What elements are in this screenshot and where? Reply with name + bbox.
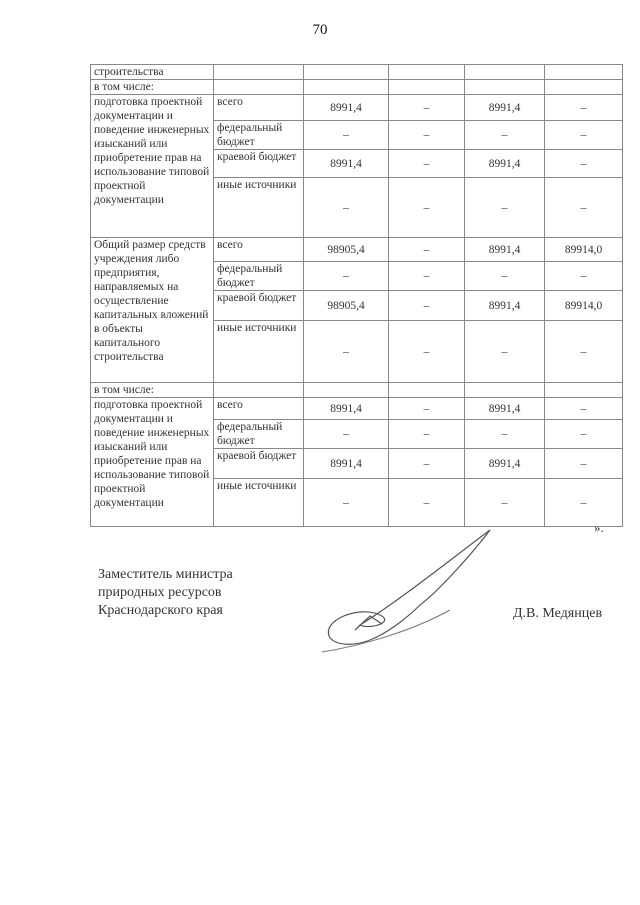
table-cell: краевой бюджет [214, 150, 304, 178]
table-cell: – [465, 420, 545, 449]
table-cell: – [389, 238, 465, 262]
table-row [91, 383, 623, 398]
table-cell: – [545, 150, 623, 178]
table-cell: – [545, 178, 623, 238]
table-cell: – [545, 449, 623, 479]
table-row [91, 95, 623, 121]
table-cell: 8991,4 [304, 150, 389, 178]
table-cell: – [545, 321, 623, 383]
budget-table-container [90, 64, 622, 527]
signatory-name: Д.В. Медянцев [513, 606, 603, 621]
table-cell: в том числе: [91, 383, 214, 398]
table-cell [304, 80, 389, 95]
table-cell: – [304, 479, 389, 527]
table-row [91, 398, 623, 420]
table-cell: – [465, 479, 545, 527]
table-cell: федеральный бюджет [214, 420, 304, 449]
table-cell [389, 80, 465, 95]
table-cell: – [389, 121, 465, 150]
table-cell: подготовка проектной документации и поведение инженерных изысканий или приобретение прав на использование типовой проектной документации [91, 95, 214, 238]
table-cell [214, 65, 304, 80]
table-cell: краевой бюджет [214, 291, 304, 321]
table-row [91, 80, 623, 95]
table-cell: 8991,4 [304, 449, 389, 479]
table-cell: строительства [91, 65, 214, 80]
table-cell: – [465, 321, 545, 383]
table-cell: 8991,4 [465, 449, 545, 479]
budget-table-body [91, 65, 623, 527]
table-cell: – [304, 121, 389, 150]
table-cell: иные источники [214, 178, 304, 238]
table-cell: краевой бюджет [214, 449, 304, 479]
table-cell: подготовка проектной документации и поведение инженерных изысканий или приобретение прав на использование типовой проектной документации [91, 398, 214, 527]
table-cell: Общий размер средств учреждения либо предприятия, направляемых на осуществление капитальных вложений в объекты капитального строительства [91, 238, 214, 383]
table-cell: – [389, 291, 465, 321]
table-cell: – [389, 150, 465, 178]
table-cell: – [389, 398, 465, 420]
table-cell: – [389, 420, 465, 449]
table-cell [545, 80, 623, 95]
table-cell: – [465, 121, 545, 150]
closing-quote: ». [594, 520, 604, 535]
table-cell: иные источники [214, 321, 304, 383]
table-cell: в том числе: [91, 80, 214, 95]
signatory-title [98, 566, 233, 620]
table-cell [465, 80, 545, 95]
table-cell: 8991,4 [465, 398, 545, 420]
table-cell [545, 383, 623, 398]
table-cell [389, 65, 465, 80]
table-row [91, 65, 623, 80]
table-cell [545, 65, 623, 80]
table-cell: – [304, 321, 389, 383]
table-cell: 8991,4 [304, 95, 389, 121]
page-number: 70 [312, 22, 328, 38]
table-cell [214, 383, 304, 398]
signatory-title-line-2: природных ресурсов [98, 585, 222, 600]
table-cell: – [545, 479, 623, 527]
table-cell: – [545, 420, 623, 449]
table-cell [465, 383, 545, 398]
table-cell: 8991,4 [304, 398, 389, 420]
table-cell: 89914,0 [545, 291, 623, 321]
table-cell: – [545, 398, 623, 420]
table-cell: – [389, 95, 465, 121]
table-cell [465, 65, 545, 80]
table-cell [214, 80, 304, 95]
table-cell: 98905,4 [304, 238, 389, 262]
signatory-title-line-1: Заместитель министра [98, 567, 233, 582]
table-cell: федеральный бюджет [214, 121, 304, 150]
table-cell: 8991,4 [465, 95, 545, 121]
table-cell: – [389, 479, 465, 527]
table-cell: – [465, 262, 545, 291]
table-cell: – [389, 449, 465, 479]
table-cell [389, 383, 465, 398]
table-cell: – [465, 178, 545, 238]
table-cell [304, 383, 389, 398]
table-cell: всего [214, 398, 304, 420]
table-cell: – [389, 178, 465, 238]
table-cell: всего [214, 238, 304, 262]
table-cell: – [304, 178, 389, 238]
table-cell: – [389, 262, 465, 291]
table-cell [304, 65, 389, 80]
table-cell: 8991,4 [465, 291, 545, 321]
table-cell: иные источники [214, 479, 304, 527]
table-cell: – [545, 95, 623, 121]
signatory-title-line-3: Краснодарского края [98, 603, 223, 618]
table-cell: 98905,4 [304, 291, 389, 321]
table-cell: федеральный бюджет [214, 262, 304, 291]
budget-table [90, 64, 623, 527]
handwritten-signature [300, 520, 510, 660]
table-cell: – [545, 262, 623, 291]
table-cell: – [389, 321, 465, 383]
table-cell: – [304, 420, 389, 449]
table-cell: всего [214, 95, 304, 121]
table-cell: 8991,4 [465, 238, 545, 262]
table-cell: – [304, 262, 389, 291]
table-cell: 8991,4 [465, 150, 545, 178]
table-cell: – [545, 121, 623, 150]
table-row [91, 238, 623, 262]
table-cell: 89914,0 [545, 238, 623, 262]
